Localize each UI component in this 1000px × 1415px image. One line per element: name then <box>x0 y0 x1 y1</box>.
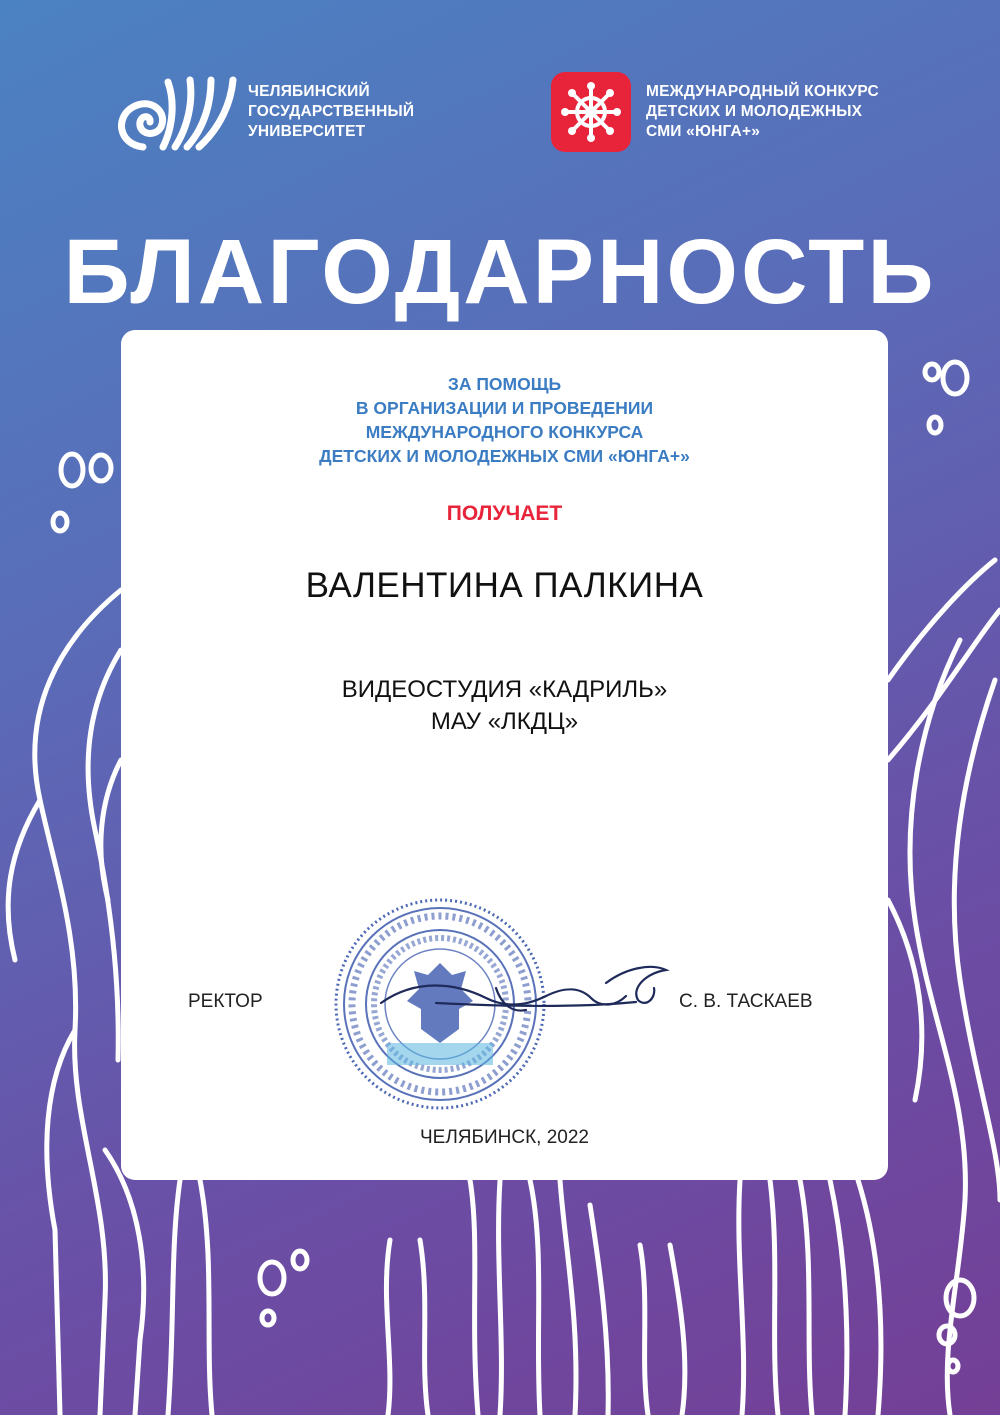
ship-wheel-logo <box>551 72 631 152</box>
contest-name-line: МЕЖДУНАРОДНЫЙ КОНКУРС <box>646 83 879 100</box>
bubble-decoration <box>260 1262 284 1294</box>
organization-line: МАУ «ЛКДЦ» <box>430 708 579 735</box>
recipient-name: ВАЛЕНТИНА ПАЛКИНА <box>305 566 704 605</box>
organization-line: ВИДЕОСТУДИЯ «КАДРИЛЬ» <box>341 676 668 703</box>
recipient-organization <box>121 674 888 738</box>
rector-name: С. В. ТАСКАЕВ <box>679 991 813 1012</box>
university-name <box>248 82 414 142</box>
bubble-decoration <box>929 417 941 433</box>
university-name-line: ЧЕЛЯБИНСКИЙ <box>248 83 370 100</box>
city-and-year: ЧЕЛЯБИНСК, 2022 <box>420 1127 589 1148</box>
bubble-decoration <box>943 362 967 394</box>
award-reason-line: В ОРГАНИЗАЦИИ И ПРОВЕДЕНИИ <box>355 398 654 418</box>
award-reason <box>121 372 888 468</box>
rector-label: РЕКТОР <box>188 991 263 1012</box>
handwritten-signature <box>376 958 671 1028</box>
bubble-decoration <box>53 513 67 531</box>
certificate-card <box>121 330 888 1180</box>
certificate-title: БЛАГОДАРНОСТЬ <box>63 221 937 323</box>
bubble-decoration <box>293 1251 307 1269</box>
contest-name <box>646 82 879 142</box>
csu-spiral-logo <box>113 72 238 157</box>
contest-name-line: ДЕТСКИХ И МОЛОДЕЖНЫХ <box>646 103 863 120</box>
university-name-line: ГОСУДАРСТВЕННЫЙ <box>248 103 415 120</box>
award-reason-line: ЗА ПОМОЩЬ <box>447 374 562 394</box>
contest-name-line: СМИ «ЮНГА+» <box>646 123 761 140</box>
receives-label: ПОЛУЧАЕТ <box>446 502 563 525</box>
bubble-decoration <box>91 455 111 481</box>
award-reason-line: МЕЖДУНАРОДНОГО КОНКУРСА <box>365 422 644 442</box>
university-name-line: УНИВЕРСИТЕТ <box>248 123 366 140</box>
award-reason-line: ДЕТСКИХ И МОЛОДЕЖНЫХ СМИ «ЮНГА+» <box>319 446 690 466</box>
bubble-decoration <box>262 1311 274 1325</box>
bubble-decoration <box>925 364 939 380</box>
bubble-decoration <box>61 454 83 486</box>
